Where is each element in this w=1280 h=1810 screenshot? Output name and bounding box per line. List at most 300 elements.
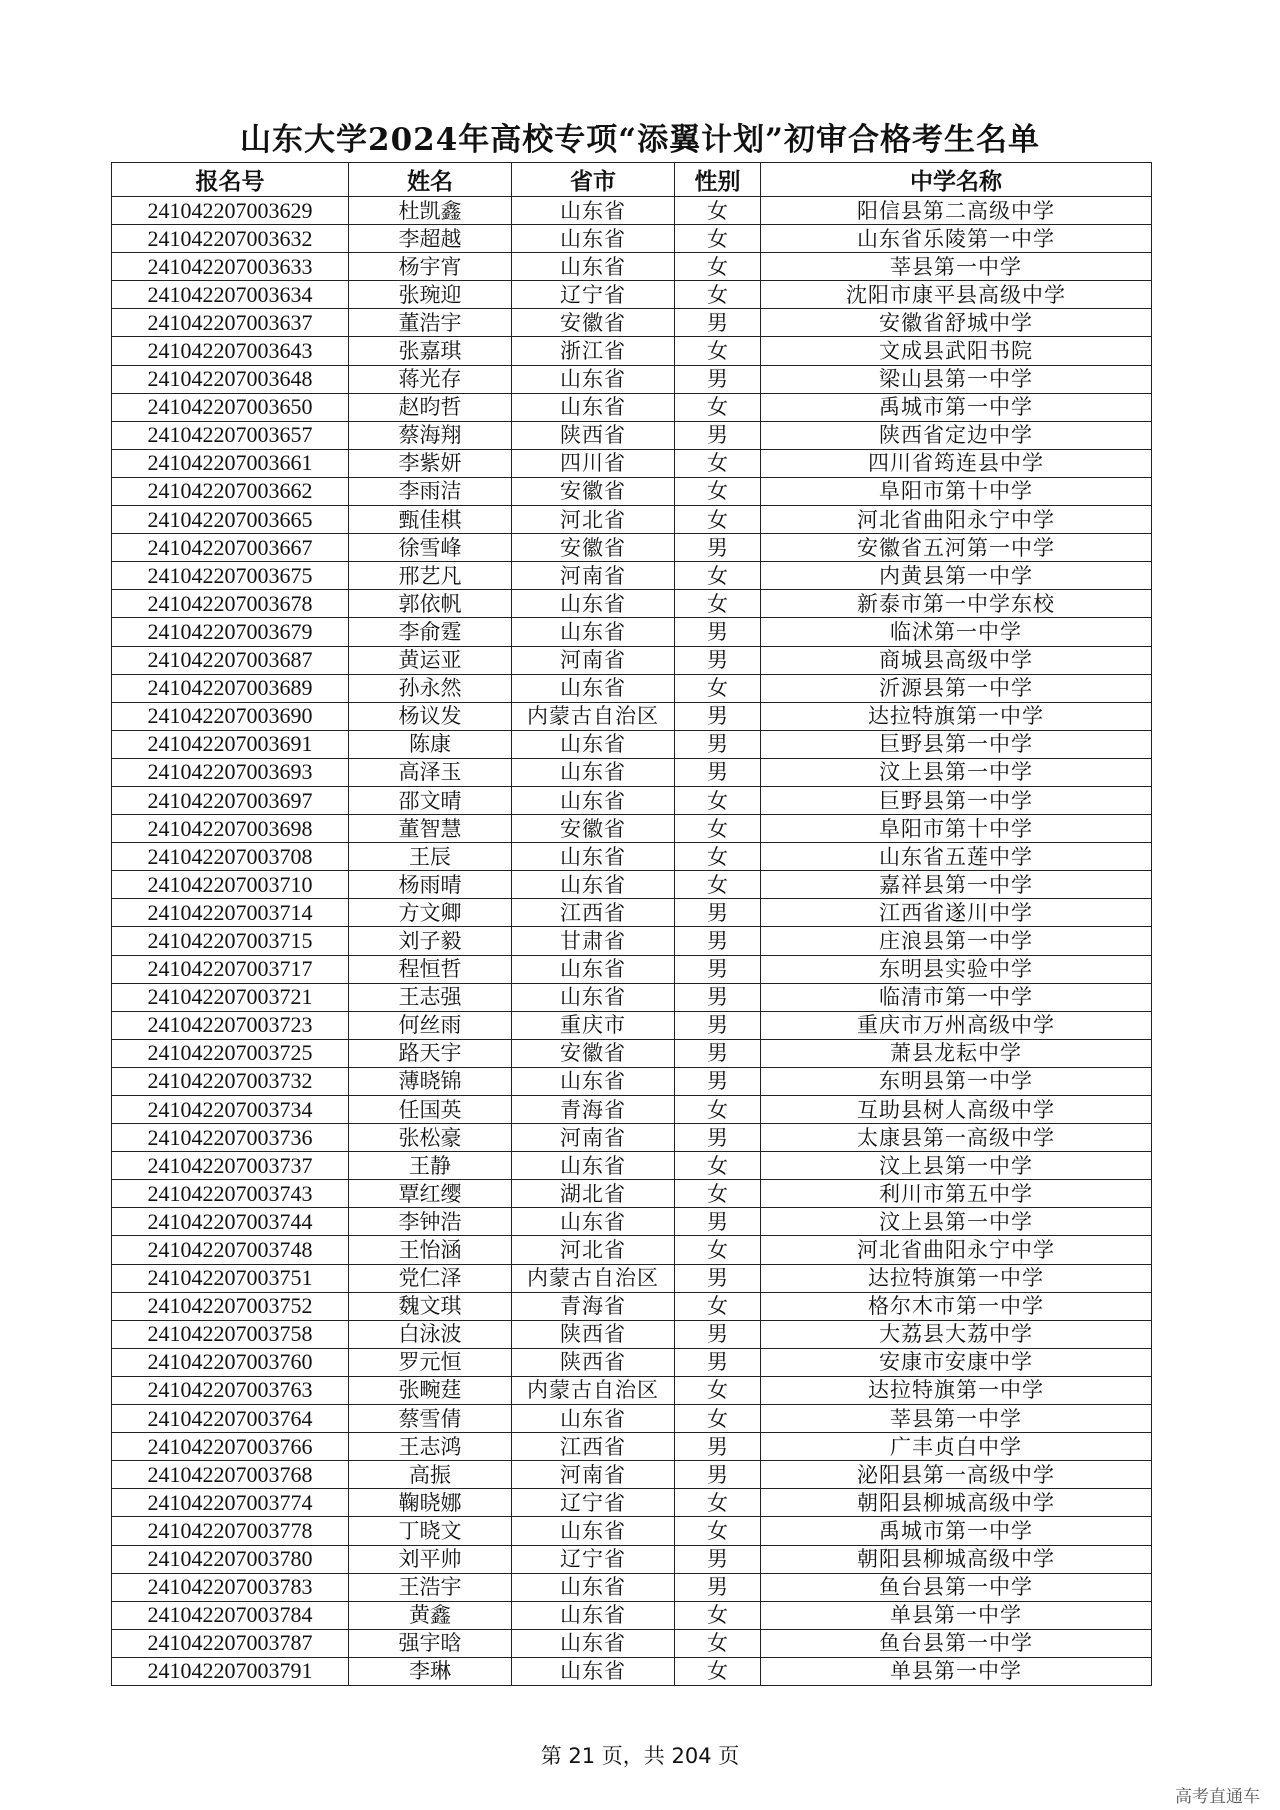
school-cell: 江西省遂川中学 — [761, 899, 1152, 927]
name-cell: 丁晓文 — [349, 1517, 512, 1545]
column-header-registration-number: 报名号 — [112, 163, 349, 197]
table-row — [112, 983, 1152, 1011]
name-cell: 刘子毅 — [349, 927, 512, 955]
table-row — [112, 309, 1152, 337]
table-row — [112, 674, 1152, 702]
column-header-school: 中学名称 — [761, 163, 1152, 197]
table-row — [112, 562, 1152, 590]
province-cell: 山东省 — [512, 590, 675, 618]
name-cell: 董浩宇 — [349, 309, 512, 337]
school-cell: 朝阳县柳城高级中学 — [761, 1545, 1152, 1573]
gender-cell: 男 — [675, 309, 761, 337]
registration-number-cell: 241042207003678 — [112, 590, 349, 618]
school-cell: 重庆市万州高级中学 — [761, 1011, 1152, 1039]
school-cell: 达拉特旗第一中学 — [761, 702, 1152, 730]
table-row — [112, 1096, 1152, 1124]
province-cell: 陕西省 — [512, 1348, 675, 1376]
school-cell: 阜阳市第十中学 — [761, 477, 1152, 505]
school-cell: 泌阳县第一高级中学 — [761, 1461, 1152, 1489]
gender-cell: 男 — [675, 1208, 761, 1236]
table-row — [112, 815, 1152, 843]
province-cell: 山东省 — [512, 955, 675, 983]
gender-cell: 男 — [675, 702, 761, 730]
school-cell: 达拉特旗第一中学 — [761, 1376, 1152, 1404]
gender-cell: 女 — [675, 815, 761, 843]
name-cell: 程恒哲 — [349, 955, 512, 983]
province-cell: 湖北省 — [512, 1180, 675, 1208]
school-cell: 沈阳市康平县高级中学 — [761, 281, 1152, 309]
table-row — [112, 225, 1152, 253]
table-row — [112, 1236, 1152, 1264]
table-row — [112, 1348, 1152, 1376]
registration-number-cell: 241042207003633 — [112, 253, 349, 281]
gender-cell: 男 — [675, 1067, 761, 1095]
registration-number-cell: 241042207003693 — [112, 758, 349, 786]
table-row — [112, 1320, 1152, 1348]
name-cell: 杨雨晴 — [349, 871, 512, 899]
registration-number-cell: 241042207003661 — [112, 449, 349, 477]
registration-number-cell: 241042207003787 — [112, 1629, 349, 1657]
name-cell: 任国英 — [349, 1096, 512, 1124]
province-cell: 浙江省 — [512, 337, 675, 365]
province-cell: 河南省 — [512, 646, 675, 674]
name-cell: 王辰 — [349, 843, 512, 871]
name-cell: 王志鸿 — [349, 1433, 512, 1461]
gender-cell: 男 — [675, 983, 761, 1011]
name-cell: 李超越 — [349, 225, 512, 253]
province-cell: 山东省 — [512, 253, 675, 281]
name-cell: 杜凯鑫 — [349, 197, 512, 225]
province-cell: 青海省 — [512, 1096, 675, 1124]
name-cell: 高振 — [349, 1461, 512, 1489]
school-cell: 鱼台县第一中学 — [761, 1629, 1152, 1657]
name-cell: 罗元恒 — [349, 1348, 512, 1376]
gender-cell: 女 — [675, 590, 761, 618]
name-cell: 李雨洁 — [349, 477, 512, 505]
gender-cell: 女 — [675, 1629, 761, 1657]
registration-number-cell: 241042207003662 — [112, 477, 349, 505]
gender-cell: 男 — [675, 899, 761, 927]
province-cell: 安徽省 — [512, 1039, 675, 1067]
registration-number-cell: 241042207003752 — [112, 1292, 349, 1320]
registration-number-cell: 241042207003665 — [112, 506, 349, 534]
school-cell: 大荔县大荔中学 — [761, 1320, 1152, 1348]
school-cell: 山东省乐陵第一中学 — [761, 225, 1152, 253]
table-header-row — [112, 163, 1152, 197]
table-row — [112, 1292, 1152, 1320]
registration-number-cell: 241042207003744 — [112, 1208, 349, 1236]
name-cell: 李琳 — [349, 1657, 512, 1685]
table-row — [112, 1152, 1152, 1180]
gender-cell: 男 — [675, 1348, 761, 1376]
page-indicator: 第 21 页，共 204 页 — [540, 1744, 740, 1768]
table-row — [112, 1208, 1152, 1236]
registration-number-cell: 241042207003737 — [112, 1152, 349, 1180]
name-cell: 蒋光存 — [349, 365, 512, 393]
province-cell: 山东省 — [512, 393, 675, 421]
registration-number-cell: 241042207003717 — [112, 955, 349, 983]
registration-number-cell: 241042207003650 — [112, 393, 349, 421]
table-row — [112, 1067, 1152, 1095]
gender-cell: 男 — [675, 1545, 761, 1573]
province-cell: 山东省 — [512, 197, 675, 225]
name-cell: 鞠晓娜 — [349, 1489, 512, 1517]
province-cell: 山东省 — [512, 843, 675, 871]
province-cell: 山东省 — [512, 1067, 675, 1095]
registration-number-cell: 241042207003710 — [112, 871, 349, 899]
name-cell: 王志强 — [349, 983, 512, 1011]
registration-number-cell: 241042207003648 — [112, 365, 349, 393]
table-row — [112, 534, 1152, 562]
school-cell: 河北省曲阳永宁中学 — [761, 1236, 1152, 1264]
registration-number-cell: 241042207003778 — [112, 1517, 349, 1545]
gender-cell: 男 — [675, 646, 761, 674]
school-cell: 临清市第一中学 — [761, 983, 1152, 1011]
gender-cell: 女 — [675, 1376, 761, 1404]
gender-cell: 女 — [675, 786, 761, 814]
gender-cell: 女 — [675, 449, 761, 477]
gender-cell: 男 — [675, 1011, 761, 1039]
table-row — [112, 1264, 1152, 1292]
gender-cell: 女 — [675, 225, 761, 253]
name-cell: 邢艺凡 — [349, 562, 512, 590]
gender-cell: 女 — [675, 1517, 761, 1545]
table-row — [112, 730, 1152, 758]
table-row — [112, 646, 1152, 674]
registration-number-cell: 241042207003698 — [112, 815, 349, 843]
province-cell: 山东省 — [512, 365, 675, 393]
registration-number-cell: 241042207003629 — [112, 197, 349, 225]
name-cell: 杨议发 — [349, 702, 512, 730]
table-row — [112, 1601, 1152, 1629]
name-cell: 陈康 — [349, 730, 512, 758]
table-row — [112, 1517, 1152, 1545]
province-cell: 陕西省 — [512, 1320, 675, 1348]
table-row — [112, 758, 1152, 786]
name-cell: 党仁泽 — [349, 1264, 512, 1292]
school-cell: 禹城市第一中学 — [761, 393, 1152, 421]
table-row — [112, 871, 1152, 899]
registration-number-cell: 241042207003690 — [112, 702, 349, 730]
table-row — [112, 927, 1152, 955]
province-cell: 辽宁省 — [512, 1489, 675, 1517]
province-cell: 辽宁省 — [512, 1545, 675, 1573]
table-row — [112, 393, 1152, 421]
table-row — [112, 1657, 1152, 1685]
table-row — [112, 477, 1152, 505]
name-cell: 李俞霆 — [349, 618, 512, 646]
name-cell: 黄鑫 — [349, 1601, 512, 1629]
table-row — [112, 197, 1152, 225]
school-cell: 阜阳市第十中学 — [761, 815, 1152, 843]
province-cell: 河南省 — [512, 562, 675, 590]
registration-number-cell: 241042207003783 — [112, 1573, 349, 1601]
province-cell: 山东省 — [512, 1517, 675, 1545]
table-row — [112, 449, 1152, 477]
name-cell: 白泳波 — [349, 1320, 512, 1348]
table-row — [112, 1433, 1152, 1461]
province-cell: 江西省 — [512, 899, 675, 927]
registration-number-cell: 241042207003751 — [112, 1264, 349, 1292]
table-row — [112, 365, 1152, 393]
gender-cell: 女 — [675, 197, 761, 225]
school-cell: 临沭第一中学 — [761, 618, 1152, 646]
name-cell: 高泽玉 — [349, 758, 512, 786]
province-cell: 安徽省 — [512, 815, 675, 843]
name-cell: 邵文晴 — [349, 786, 512, 814]
school-cell: 巨野县第一中学 — [761, 730, 1152, 758]
school-cell: 单县第一中学 — [761, 1657, 1152, 1685]
province-cell: 四川省 — [512, 449, 675, 477]
registration-number-cell: 241042207003689 — [112, 674, 349, 702]
province-cell: 山东省 — [512, 786, 675, 814]
gender-cell: 男 — [675, 1264, 761, 1292]
province-cell: 安徽省 — [512, 534, 675, 562]
table-row — [112, 1124, 1152, 1152]
name-cell: 刘平帅 — [349, 1545, 512, 1573]
table-row — [112, 702, 1152, 730]
table-row — [112, 1180, 1152, 1208]
province-cell: 山东省 — [512, 758, 675, 786]
name-cell: 郭依帆 — [349, 590, 512, 618]
school-cell: 四川省筠连县中学 — [761, 449, 1152, 477]
province-cell: 山东省 — [512, 730, 675, 758]
table-row — [112, 618, 1152, 646]
province-cell: 山东省 — [512, 983, 675, 1011]
table-row — [112, 786, 1152, 814]
table-row — [112, 955, 1152, 983]
name-cell: 覃红缨 — [349, 1180, 512, 1208]
gender-cell: 女 — [675, 1601, 761, 1629]
name-cell: 魏文琪 — [349, 1292, 512, 1320]
school-cell: 沂源县第一中学 — [761, 674, 1152, 702]
school-cell: 新泰市第一中学东校 — [761, 590, 1152, 618]
gender-cell: 女 — [675, 393, 761, 421]
school-cell: 内黄县第一中学 — [761, 562, 1152, 590]
province-cell: 甘肃省 — [512, 927, 675, 955]
registration-number-cell: 241042207003734 — [112, 1096, 349, 1124]
school-cell: 莘县第一中学 — [761, 1405, 1152, 1433]
gender-cell: 女 — [675, 1292, 761, 1320]
table-row — [112, 1011, 1152, 1039]
table-row — [112, 843, 1152, 871]
name-cell: 黄运亚 — [349, 646, 512, 674]
registration-number-cell: 241042207003679 — [112, 618, 349, 646]
school-cell: 达拉特旗第一中学 — [761, 1264, 1152, 1292]
province-cell: 山东省 — [512, 674, 675, 702]
school-cell: 萧县龙耘中学 — [761, 1039, 1152, 1067]
registration-number-cell: 241042207003758 — [112, 1320, 349, 1348]
column-header-name: 姓名 — [349, 163, 512, 197]
table-row — [112, 506, 1152, 534]
school-cell: 商城县高级中学 — [761, 646, 1152, 674]
registration-number-cell: 241042207003714 — [112, 899, 349, 927]
gender-cell: 女 — [675, 562, 761, 590]
school-cell: 庄浪县第一中学 — [761, 927, 1152, 955]
name-cell: 蔡雪倩 — [349, 1405, 512, 1433]
name-cell: 张嘉琪 — [349, 337, 512, 365]
province-cell: 山东省 — [512, 1601, 675, 1629]
table-row — [112, 899, 1152, 927]
registration-number-cell: 241042207003760 — [112, 1348, 349, 1376]
name-cell: 王怡涵 — [349, 1236, 512, 1264]
school-cell: 鱼台县第一中学 — [761, 1573, 1152, 1601]
registration-number-cell: 241042207003763 — [112, 1376, 349, 1404]
table-row — [112, 281, 1152, 309]
school-cell: 格尔木市第一中学 — [761, 1292, 1152, 1320]
province-cell: 山东省 — [512, 1152, 675, 1180]
name-cell: 方文卿 — [349, 899, 512, 927]
school-cell: 梁山县第一中学 — [761, 365, 1152, 393]
school-cell: 汶上县第一中学 — [761, 1208, 1152, 1236]
table-row — [112, 1376, 1152, 1404]
table-row — [112, 1629, 1152, 1657]
school-cell: 单县第一中学 — [761, 1601, 1152, 1629]
registration-number-cell: 241042207003691 — [112, 730, 349, 758]
name-cell: 李紫妍 — [349, 449, 512, 477]
registration-number-cell: 241042207003784 — [112, 1601, 349, 1629]
school-cell: 陕西省定边中学 — [761, 421, 1152, 449]
province-cell: 安徽省 — [512, 309, 675, 337]
name-cell: 甄佳棋 — [349, 506, 512, 534]
province-cell: 山东省 — [512, 618, 675, 646]
school-cell: 东明县第一中学 — [761, 1067, 1152, 1095]
table-row — [112, 1405, 1152, 1433]
province-cell: 山东省 — [512, 1657, 675, 1685]
column-header-gender: 性别 — [675, 163, 761, 197]
name-cell: 强宇晗 — [349, 1629, 512, 1657]
gender-cell: 女 — [675, 506, 761, 534]
province-cell: 内蒙古自治区 — [512, 1264, 675, 1292]
gender-cell: 男 — [675, 618, 761, 646]
school-cell: 互助县树人高级中学 — [761, 1096, 1152, 1124]
school-cell: 利川市第五中学 — [761, 1180, 1152, 1208]
table-row — [112, 1573, 1152, 1601]
registration-number-cell: 241042207003736 — [112, 1124, 349, 1152]
gender-cell: 女 — [675, 1489, 761, 1517]
school-cell: 安康市安康中学 — [761, 1348, 1152, 1376]
gender-cell: 女 — [675, 253, 761, 281]
registration-number-cell: 241042207003774 — [112, 1489, 349, 1517]
gender-cell: 男 — [675, 1433, 761, 1461]
registration-number-cell: 241042207003634 — [112, 281, 349, 309]
name-cell: 董智慧 — [349, 815, 512, 843]
school-cell: 安徽省五河第一中学 — [761, 534, 1152, 562]
gender-cell: 男 — [675, 1124, 761, 1152]
school-cell: 禹城市第一中学 — [761, 1517, 1152, 1545]
province-cell: 安徽省 — [512, 477, 675, 505]
province-cell: 山东省 — [512, 1208, 675, 1236]
gender-cell: 男 — [675, 1039, 761, 1067]
registration-number-cell: 241042207003743 — [112, 1180, 349, 1208]
gender-cell: 女 — [675, 674, 761, 702]
name-cell: 张畹莛 — [349, 1376, 512, 1404]
registration-number-cell: 241042207003687 — [112, 646, 349, 674]
province-cell: 河南省 — [512, 1461, 675, 1489]
registration-number-cell: 241042207003732 — [112, 1067, 349, 1095]
province-cell: 内蒙古自治区 — [512, 1376, 675, 1404]
province-cell: 江西省 — [512, 1433, 675, 1461]
name-cell: 何丝雨 — [349, 1011, 512, 1039]
school-cell: 太康县第一高级中学 — [761, 1124, 1152, 1152]
name-cell: 李钟浩 — [349, 1208, 512, 1236]
province-cell: 辽宁省 — [512, 281, 675, 309]
registration-number-cell: 241042207003643 — [112, 337, 349, 365]
province-cell: 陕西省 — [512, 421, 675, 449]
column-header-province: 省市 — [512, 163, 675, 197]
registration-number-cell: 241042207003632 — [112, 225, 349, 253]
school-cell: 莘县第一中学 — [761, 253, 1152, 281]
school-cell: 阳信县第二高级中学 — [761, 197, 1152, 225]
table-row — [112, 337, 1152, 365]
registration-number-cell: 241042207003764 — [112, 1405, 349, 1433]
school-cell: 嘉祥县第一中学 — [761, 871, 1152, 899]
province-cell: 重庆市 — [512, 1011, 675, 1039]
gender-cell: 男 — [675, 955, 761, 983]
registration-number-cell: 241042207003675 — [112, 562, 349, 590]
name-cell: 赵昀哲 — [349, 393, 512, 421]
school-cell: 山东省五莲中学 — [761, 843, 1152, 871]
gender-cell: 男 — [675, 1320, 761, 1348]
school-cell: 东明县实验中学 — [761, 955, 1152, 983]
gender-cell: 女 — [675, 1405, 761, 1433]
registration-number-cell: 241042207003721 — [112, 983, 349, 1011]
gender-cell: 男 — [675, 534, 761, 562]
province-cell: 内蒙古自治区 — [512, 702, 675, 730]
name-cell: 路天宇 — [349, 1039, 512, 1067]
name-cell: 蔡海翔 — [349, 421, 512, 449]
watermark: 高考直通车 — [1175, 1787, 1260, 1807]
registration-number-cell: 241042207003697 — [112, 786, 349, 814]
gender-cell: 男 — [675, 421, 761, 449]
table-row — [112, 1461, 1152, 1489]
gender-cell: 男 — [675, 1573, 761, 1601]
gender-cell: 男 — [675, 365, 761, 393]
registration-number-cell: 241042207003667 — [112, 534, 349, 562]
name-cell: 薄晓锦 — [349, 1067, 512, 1095]
school-cell: 广丰贞白中学 — [761, 1433, 1152, 1461]
province-cell: 河北省 — [512, 1236, 675, 1264]
table-row — [112, 1039, 1152, 1067]
name-cell: 王浩宇 — [349, 1573, 512, 1601]
gender-cell: 女 — [675, 871, 761, 899]
school-cell: 巨野县第一中学 — [761, 786, 1152, 814]
table-row — [112, 1545, 1152, 1573]
table-row — [112, 590, 1152, 618]
province-cell: 山东省 — [512, 1629, 675, 1657]
registration-number-cell: 241042207003715 — [112, 927, 349, 955]
gender-cell: 男 — [675, 927, 761, 955]
gender-cell: 男 — [675, 1461, 761, 1489]
gender-cell: 女 — [675, 281, 761, 309]
table-row — [112, 421, 1152, 449]
province-cell: 河北省 — [512, 506, 675, 534]
gender-cell: 女 — [675, 1180, 761, 1208]
name-cell: 王静 — [349, 1152, 512, 1180]
registration-number-cell: 241042207003791 — [112, 1657, 349, 1685]
candidate-table — [111, 162, 1152, 1686]
province-cell: 山东省 — [512, 871, 675, 899]
table-row — [112, 253, 1152, 281]
school-cell: 汶上县第一中学 — [761, 758, 1152, 786]
province-cell: 山东省 — [512, 1405, 675, 1433]
registration-number-cell: 241042207003780 — [112, 1545, 349, 1573]
province-cell: 河南省 — [512, 1124, 675, 1152]
document-title: 山东大学2024年高校专项“添翼计划”初审合格考生名单 — [240, 122, 1040, 158]
school-cell: 汶上县第一中学 — [761, 1152, 1152, 1180]
school-cell: 朝阳县柳城高级中学 — [761, 1489, 1152, 1517]
gender-cell: 女 — [675, 337, 761, 365]
